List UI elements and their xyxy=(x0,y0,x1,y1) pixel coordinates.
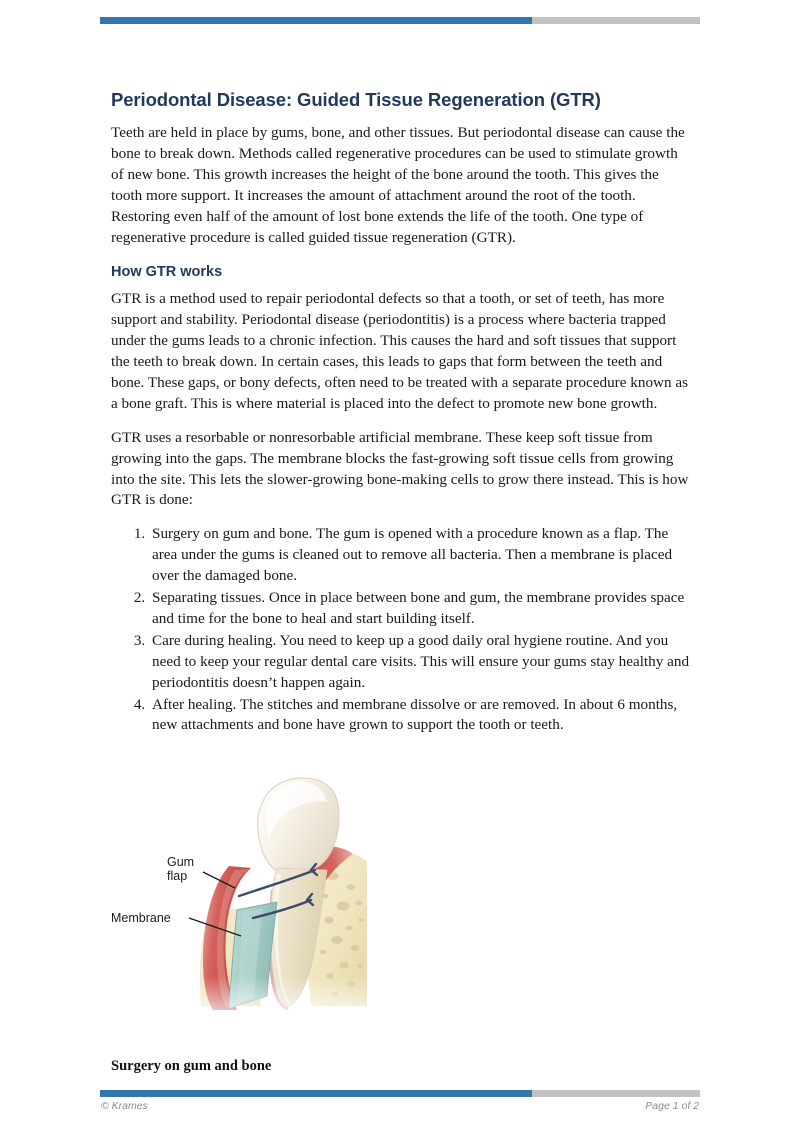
list-item: 3. Care during healing. You need to keep up a good daily oral hygiene routine. And you need to keep your regular dental care visits. This will ensure your gums stay healthy and periodontitis doesn’t happen again. xyxy=(149,631,691,694)
footer-rule-gray-segment xyxy=(532,1090,700,1097)
paragraph-gtr-method: GTR is a method used to repair periodontal defects so that a tooth, or set of teeth, has more support and stability. Periodontal disease (periodontitis) is a process where bacteria trapped under the gums leads to a chronic infection. This causes the hard and soft tissues that support the teeth to break down. In certain cases, this leads to gaps that form between the teeth and bone. These gaps, or bony defects, often need to be treated with a separate procedure known as a bone graft. This is where material is placed into the defect to promote new bone growth. xyxy=(111,290,689,412)
footer-rule xyxy=(100,1090,700,1097)
list-item: 2. Separating tissues. Once in place between bone and gum, the membrane provides space and time for the bone to heal and start building itself. xyxy=(149,588,691,630)
illustration-fade xyxy=(191,976,376,1032)
footer-page-number: Page 1 of 2 xyxy=(645,1100,699,1112)
section-heading-how-gtr-works: How GTR works xyxy=(111,264,223,281)
paragraph-gtr-membrane: GTR uses a resorbable or nonresorbable artificial membrane. These keep soft tissue from growing into the gaps. The membrane blocks the fast-growing soft tissue cells from growing into the site. This lets the slower-growing bone-making cells to grow there instead. This is how GTR is done: xyxy=(111,428,689,509)
page-title: Periodontal Disease: Guided Tissue Regeneration (GTR) xyxy=(111,89,601,110)
label-membrane: Membrane xyxy=(111,911,171,926)
footer-rule-blue-segment xyxy=(100,1090,532,1097)
intro-paragraph: Teeth are held in place by gums, bone, and other tissues. But periodontal disease can cause the bone to break down. Methods called regenerative procedures can be used to stimulate growth of new bone. This growth increases the height of the bone around the tooth. This gives the tooth more support. It increases the amount of attachment around the root of the tooth. Restoring even half of the amount of lost bone extends the life of the tooth. One type of regenerative procedure is called guided tissue regeneration (GTR). xyxy=(111,124,685,246)
figure-caption: Surgery on gum and bone xyxy=(111,1058,272,1075)
label-gum-flap-line2: flap xyxy=(167,869,188,884)
gtr-steps-list xyxy=(111,524,691,736)
figure-gum-and-bone-surgery xyxy=(111,770,691,1075)
header-rule-gray-segment xyxy=(532,17,700,24)
list-item: 1. Surgery on gum and bone. The gum is opened with a procedure known as a flap. The area under the gums is cleaned out to remove all bacteria. Then a membrane is placed over the damaged bone. xyxy=(149,524,691,587)
footer-copyright: © Krames xyxy=(101,1100,148,1112)
list-item: 4. After healing. The stitches and membrane dissolve or are removed. In about 6 months, new attachments and bone have grown to support the tooth or teeth. xyxy=(149,695,691,737)
document-body xyxy=(111,88,691,1075)
header-rule-blue-segment xyxy=(100,17,532,24)
header-rule xyxy=(100,17,700,24)
tooth-gtr-illustration xyxy=(111,770,411,1032)
label-gum-flap-line1: Gum xyxy=(167,855,195,870)
